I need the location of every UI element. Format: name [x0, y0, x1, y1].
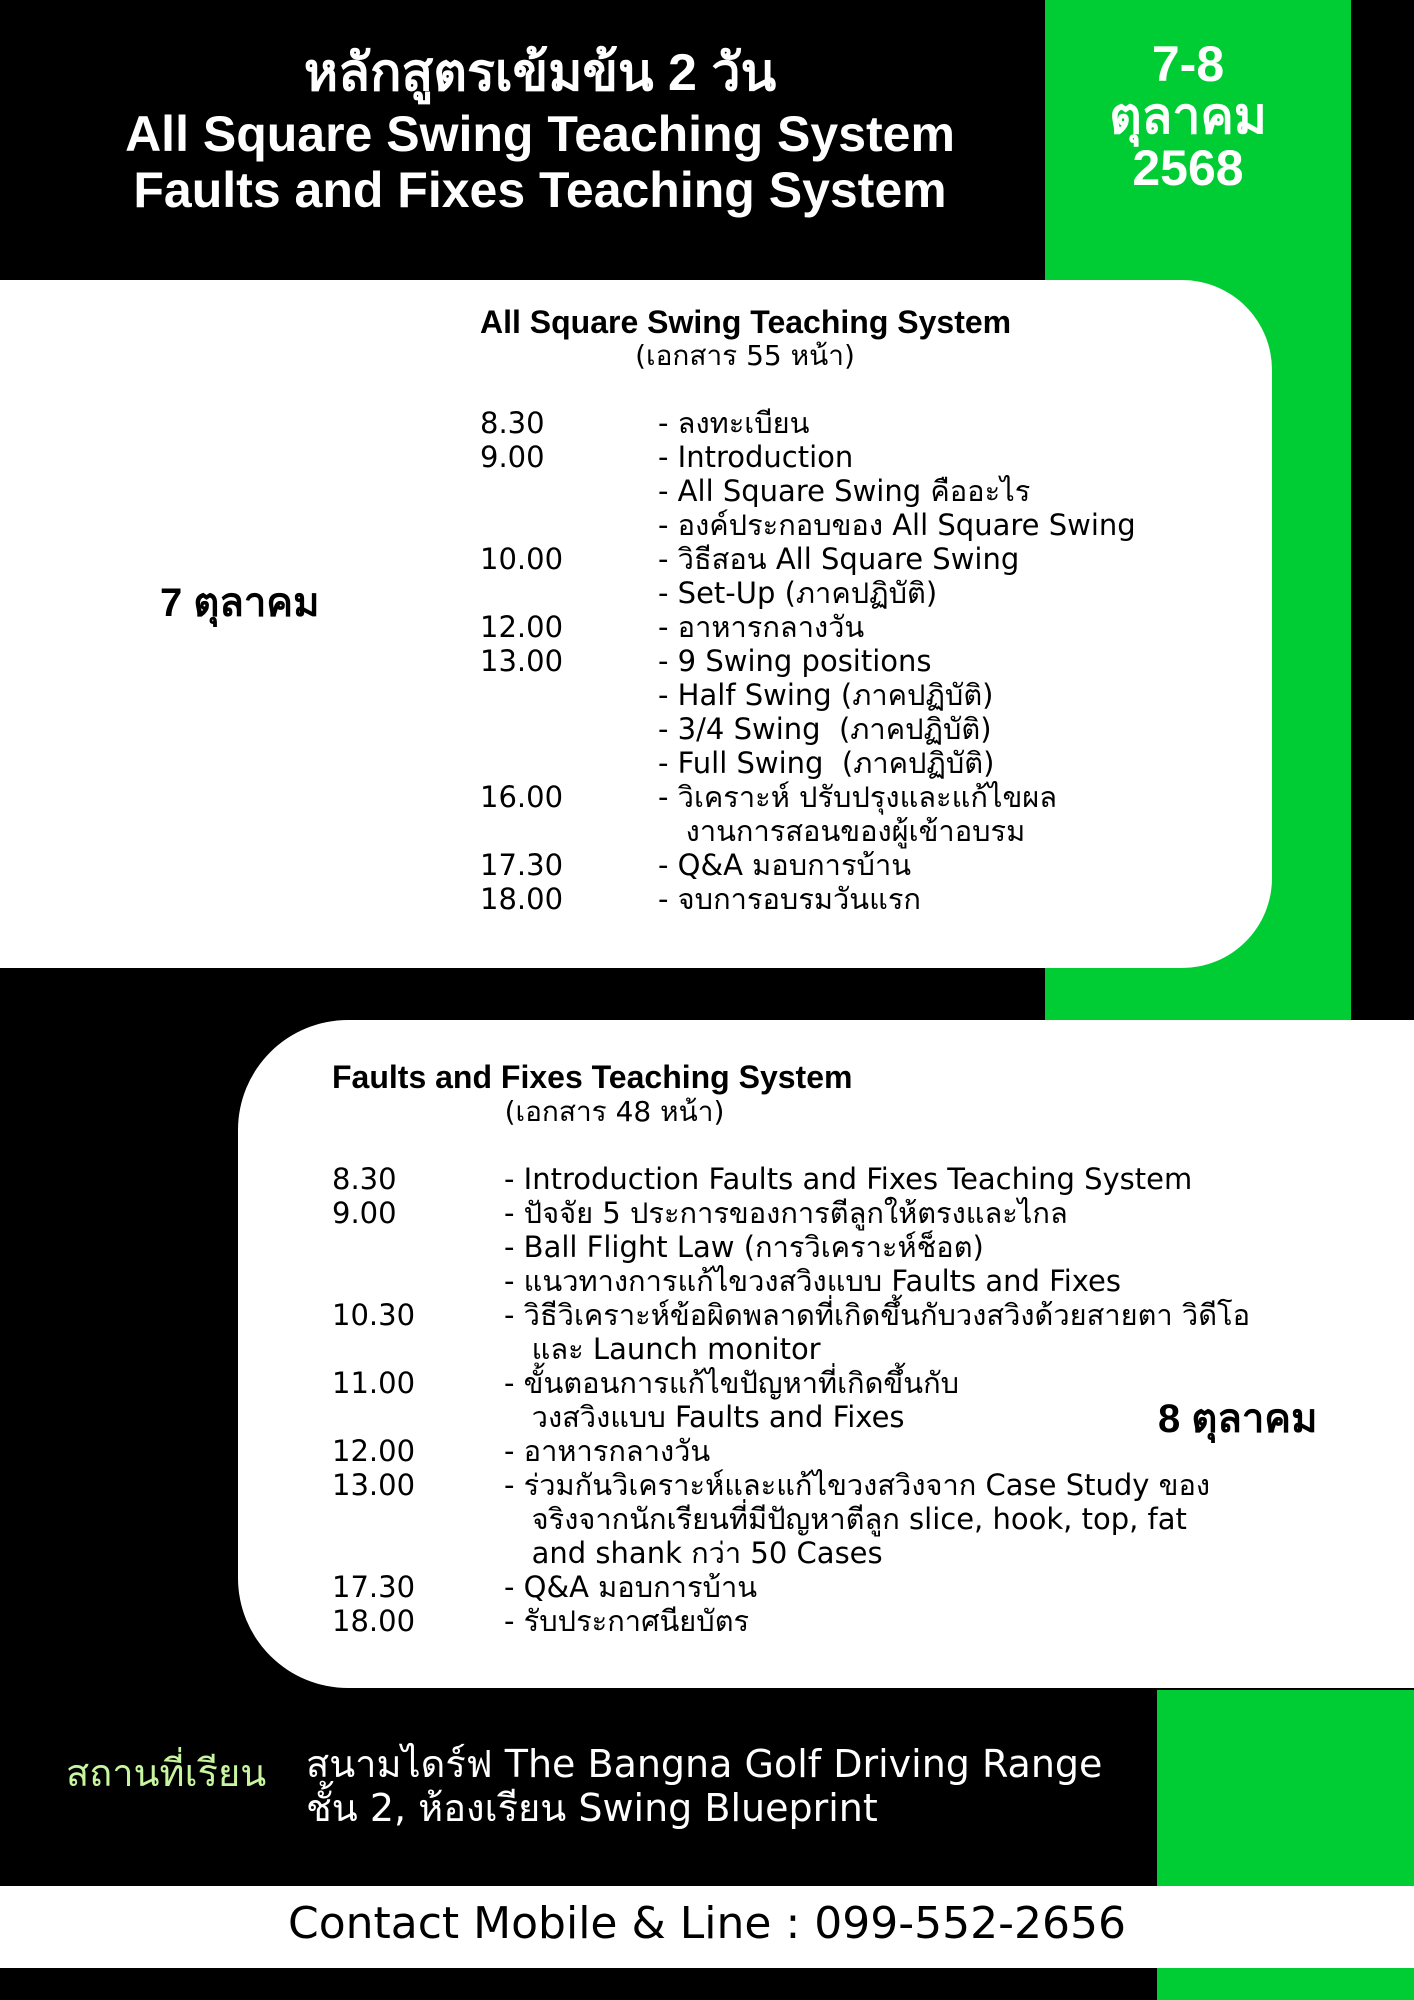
- venue-line2: ชั้น 2, ห้องเรียน Swing Blueprint: [306, 1786, 878, 1830]
- schedule-time: 18.00: [480, 882, 564, 916]
- course-title-thai: หลักสูตรเข้มข้น 2 วัน: [303, 44, 777, 102]
- schedule-item: - วิธีสอน All Square Swing: [658, 542, 1020, 576]
- schedule-row: [332, 1400, 1250, 1434]
- schedule-time: [332, 1400, 504, 1434]
- schedule-row: [480, 814, 1136, 848]
- schedule-time: 18.00: [332, 1604, 416, 1638]
- schedule-item: - Half Swing (ภาคปฏิบัติ): [658, 678, 994, 712]
- schedule-item: - อาหารกลางวัน: [658, 610, 865, 644]
- venue-label: สถานที่เรียน: [66, 1751, 267, 1795]
- day2-date-label: 8 ตุลาคม: [1158, 1397, 1318, 1441]
- schedule-time: 12.00: [332, 1434, 416, 1468]
- venue-line1: สนามไดร์ฟ The Bangna Golf Driving Range: [306, 1742, 1103, 1786]
- schedule-time: 17.30: [332, 1570, 416, 1604]
- schedule-item: - Full Swing (ภาคปฏิบัติ): [658, 746, 995, 780]
- schedule-time: [332, 1264, 504, 1298]
- schedule-item: - 3/4 Swing (ภาคปฏิบัติ): [658, 712, 992, 746]
- schedule-row: [332, 1502, 1250, 1536]
- venue-address: [306, 1742, 1102, 1830]
- schedule-item: - ปัจจัย 5 ประการของการตีลูกให้ตรงและไกล: [504, 1196, 1068, 1230]
- schedule-time: 8.30: [480, 406, 545, 440]
- schedule-row: [480, 746, 1136, 780]
- schedule-item: - แนวทางการแก้ไขวงสวิงแบบ Faults and Fixes: [504, 1264, 1121, 1298]
- schedule-row: [332, 1264, 1250, 1298]
- course-title-line2: All Square Swing Teaching System: [125, 106, 955, 162]
- date-days: 7-8: [1151, 36, 1225, 92]
- schedule-item: - Ball Flight Law (การวิเคราะห์ช็อต): [504, 1230, 984, 1264]
- schedule-time: [480, 712, 658, 746]
- schedule-time: [480, 474, 658, 508]
- schedule-time: [480, 576, 658, 610]
- schedule-row: [480, 678, 1136, 712]
- day2-section-subtitle: (เอกสาร 48 หน้า): [504, 1095, 725, 1128]
- schedule-item: - ขั้นตอนการแก้ไขปัญหาที่เกิดขึ้นกับ: [504, 1366, 960, 1400]
- schedule-item: และ Launch monitor: [504, 1332, 821, 1366]
- schedule-time: 16.00: [480, 780, 564, 814]
- schedule-row: [332, 1468, 1250, 1502]
- schedule-item: - Introduction Faults and Fixes Teaching System: [504, 1162, 1193, 1196]
- day1-schedule: [480, 406, 1136, 916]
- schedule-time: 9.00: [480, 440, 545, 474]
- schedule-time: [332, 1502, 504, 1536]
- schedule-time: [480, 814, 658, 848]
- schedule-time: 9.00: [332, 1196, 397, 1230]
- schedule-item: - องค์ประกอบของ All Square Swing: [658, 508, 1136, 542]
- schedule-time: [480, 678, 658, 712]
- schedule-row: [480, 542, 1136, 576]
- schedule-row: [480, 576, 1136, 610]
- schedule-row: [332, 1536, 1250, 1570]
- schedule-item: - Set-Up (ภาคปฏิบัติ): [658, 576, 938, 610]
- schedule-item: - Q&A มอบการบ้าน: [658, 848, 912, 882]
- header-title: [40, 40, 1040, 218]
- schedule-time: 13.00: [480, 644, 564, 678]
- schedule-item: - Introduction: [658, 440, 854, 474]
- schedule-item: - All Square Swing คืออะไร: [658, 474, 1031, 508]
- schedule-time: 13.00: [332, 1468, 416, 1502]
- schedule-row: [332, 1604, 1250, 1638]
- schedule-item: - ลงทะเบียน: [658, 406, 810, 440]
- date-year: 2568: [1132, 140, 1244, 196]
- schedule-item: and shank กว่า 50 Cases: [504, 1536, 883, 1570]
- schedule-row: [332, 1162, 1250, 1196]
- schedule-item: - Q&A มอบการบ้าน: [504, 1570, 758, 1604]
- schedule-item: - วิธีวิเคราะห์ข้อผิดพลาดที่เกิดขึ้นกับวงสวิงด้วยสายตา วิดีโอ: [504, 1298, 1251, 1332]
- schedule-item: วงสวิงแบบ Faults and Fixes: [504, 1400, 905, 1434]
- schedule-item: - รับประกาศนียบัตร: [504, 1604, 750, 1638]
- schedule-time: 17.30: [480, 848, 564, 882]
- schedule-row: [332, 1366, 1250, 1400]
- schedule-row: [332, 1196, 1250, 1230]
- day2-section-title: Faults and Fixes Teaching System: [332, 1059, 853, 1095]
- day1-section-subtitle: (เอกสาร 55 หน้า): [635, 339, 855, 372]
- schedule-time: [332, 1536, 504, 1570]
- schedule-item: - อาหารกลางวัน: [504, 1434, 711, 1468]
- schedule-row: [480, 610, 1136, 644]
- schedule-item: จริงจากนักเรียนที่มีปัญหาตีลูก slice, hook, top, fat: [504, 1502, 1187, 1536]
- schedule-row: [480, 848, 1136, 882]
- schedule-time: 10.30: [332, 1298, 416, 1332]
- schedule-row: [332, 1230, 1250, 1264]
- schedule-item: - จบการอบรมวันแรก: [658, 882, 921, 916]
- date-range: [1045, 38, 1331, 194]
- schedule-row: [332, 1434, 1250, 1468]
- schedule-row: [332, 1298, 1250, 1332]
- schedule-row: [480, 644, 1136, 678]
- schedule-time: [480, 746, 658, 780]
- schedule-row: [480, 440, 1136, 474]
- schedule-row: [332, 1332, 1250, 1366]
- date-month: ตุลาคม: [1109, 88, 1267, 144]
- schedule-row: [480, 712, 1136, 746]
- schedule-time: 8.30: [332, 1162, 397, 1196]
- course-title-line3: Faults and Fixes Teaching System: [133, 162, 947, 218]
- schedule-time: [332, 1230, 504, 1264]
- schedule-row: [332, 1570, 1250, 1604]
- schedule-row: [480, 882, 1136, 916]
- schedule-row: [480, 780, 1136, 814]
- day1-date-label: 7 ตุลาคม: [160, 581, 320, 625]
- schedule-time: 12.00: [480, 610, 564, 644]
- schedule-time: 10.00: [480, 542, 564, 576]
- schedule-time: [480, 508, 658, 542]
- schedule-item: - 9 Swing positions: [658, 644, 932, 678]
- schedule-item: งานการสอนของผู้เข้าอบรม: [658, 814, 1026, 848]
- schedule-time: 11.00: [332, 1366, 416, 1400]
- day2-schedule: [332, 1162, 1250, 1638]
- day1-section-title: All Square Swing Teaching System: [480, 304, 1012, 340]
- schedule-item: - วิเคราะห์ ปรับปรุงและแก้ไขผล: [658, 780, 1058, 814]
- schedule-item: - ร่วมกันวิเคราะห์และแก้ไขวงสวิงจาก Case Study ของ: [504, 1468, 1211, 1502]
- schedule-row: [480, 474, 1136, 508]
- contact-info: Contact Mobile & Line : 099-552-2656: [288, 1898, 1126, 1949]
- schedule-row: [480, 406, 1136, 440]
- schedule-row: [480, 508, 1136, 542]
- schedule-time: [332, 1332, 504, 1366]
